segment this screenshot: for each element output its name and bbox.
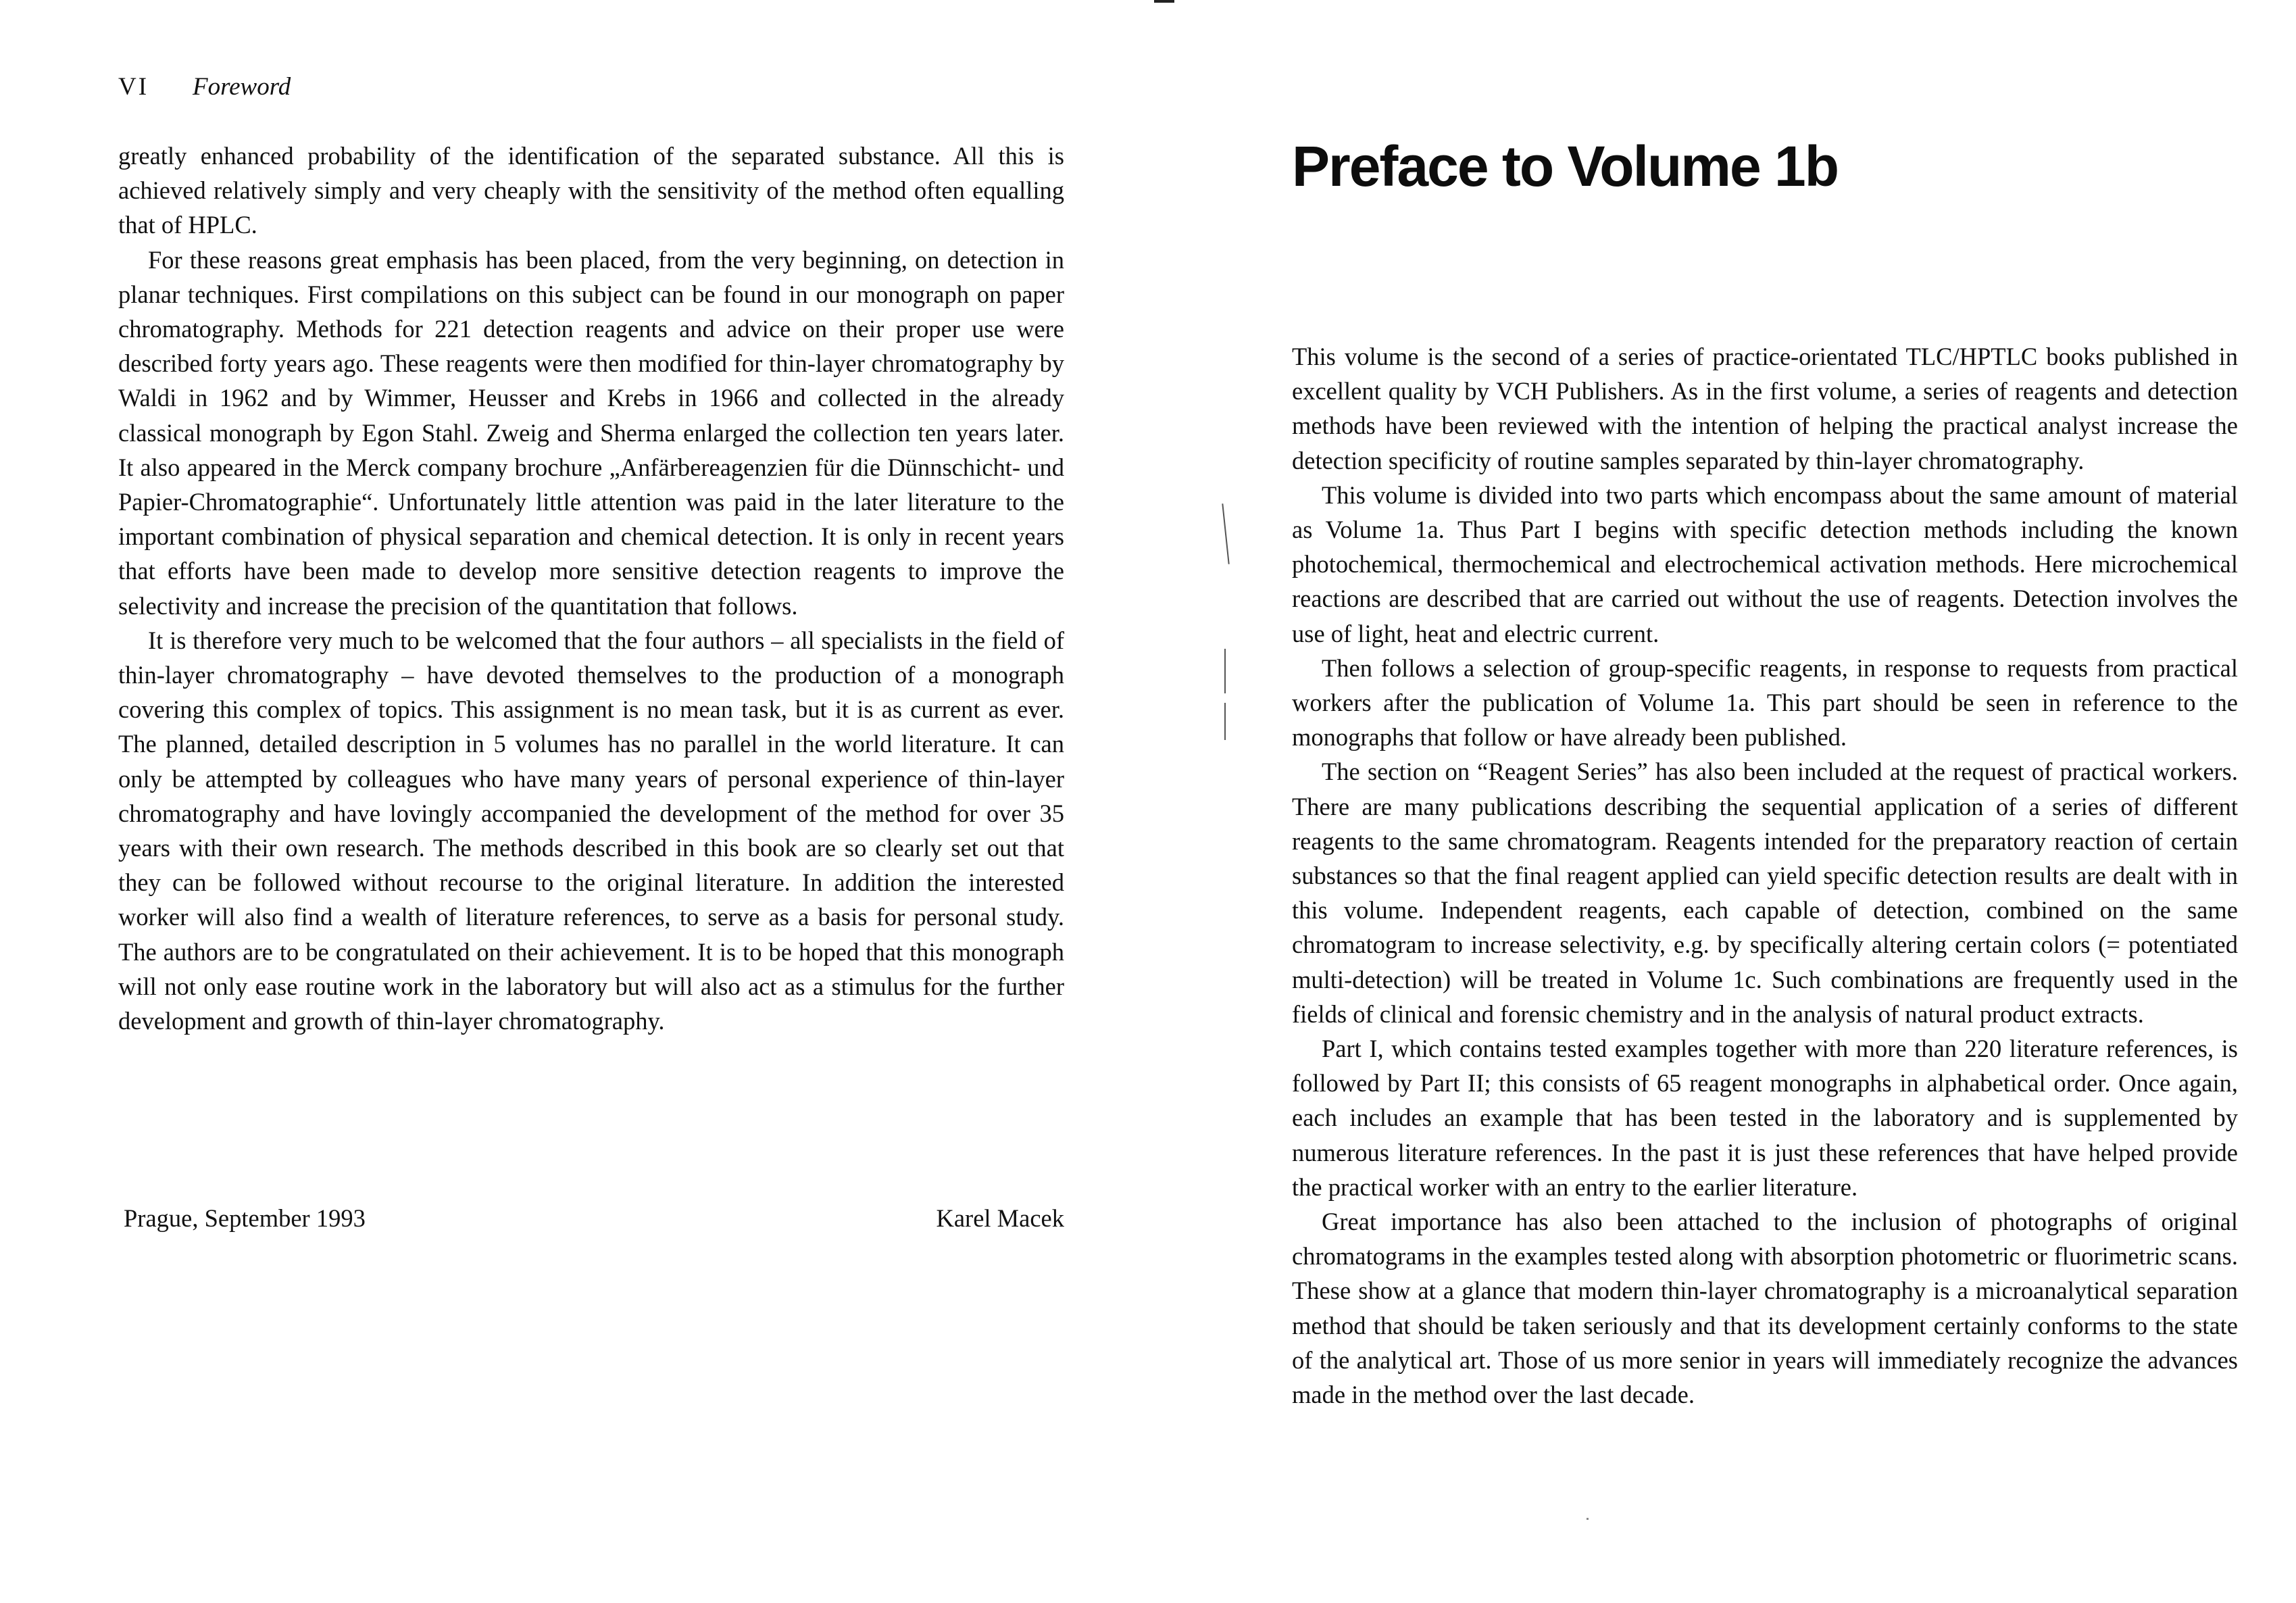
signoff-place-date: Prague, September 1993	[124, 1204, 366, 1232]
paragraph: It is therefore very much to be welcomed that the four authors – all specialists in the field of thin-layer chromatography – have devoted themselves to the production of a monograph covering this complex of topics. This assignment is no mean task, but it is as current as ever. The planned, detailed description in 5 volumes has no parallel in the world literature. It can only be attempted by colleagues who have many years of personal experience of thin-layer chromatography and have lovingly accompanied the development of the method for over 35 years with their own research. The methods described in this book are so clearly set out that they can be followed without recourse to the original literature. In addition the interested worker will also find a wealth of literature references, to serve as a basis for personal study. The authors are to be congratulated on their achievement. It is to be hoped that this monograph will not only ease routine work in the laboratory but will also act as a stimulus for the further development and growth of thin-layer chromatography.	[118, 626, 1064, 1035]
page-title: Preface to Volume 1b	[1292, 134, 1839, 198]
paragraph: greatly enhanced probability of the identification of the separated substance. All this is achieved relatively simply and very cheaply with the sensitivity of the method often equalling that of HPLC.	[118, 142, 1064, 239]
running-section-title: Foreword	[193, 73, 291, 101]
gutter-mark	[1224, 703, 1226, 740]
preface-body	[1292, 339, 2238, 1412]
page-number: VI	[118, 73, 149, 101]
gutter-mark	[1224, 649, 1226, 693]
foreword-body	[118, 139, 1064, 1038]
paragraph: For these reasons great emphasis has been placed, from the very beginning, on detection in planar techniques. First compilations on this subject can be found in our monograph on paper chromatography. Methods for 221 detection reagents and advice on their proper use were described forty years ago. These reagents were then modified for thin-layer chromatography by Waldi in 1962 and by Wimmer, Heusser and Krebs in 1966 and collected in the already classical monograph by Egon Stahl. Zweig and Sherma enlarged the collection ten years later. It also appeared in the Merck company brochure „Anfärbereagenzien für die Dünnschicht- und Papier-Chromatographie“. Unfortunately little attention was paid in the later literature to the important combination of physical separation and chemical detection. It is only in recent years that efforts have been made to develop more sensitive detection reagents to improve the selectivity and increase the precision of the quantitation that follows.	[118, 245, 1064, 620]
paragraph: Then follows a selection of group-specific reagents, in response to requests from practical workers after the publication of Volume 1a. This part should be seen in reference to the monographs that follow or have already been published.	[1292, 653, 2238, 751]
paragraph: Part I, which contains tested examples together with more than 220 literature references, is followed by Part II; this consists of 65 reagent monographs in alphabetical order. Once again, each includes an example that has been tested in the laboratory and is supplemented by numerous literature references. In the past it is just these references that have helped provide the practical worker with an entry to the earlier literature.	[1292, 1035, 2238, 1201]
paragraph: Great importance has also been attached to the inclusion of photographs of original chromatograms in the examples tested along with absorption photometric or fluorimetric scans. These show at a glance that modern thin-layer chromatography is a microanalytical separation method that should be taken seriously and that its development certainly conforms to the state of the analytical art. Those of us more senior in years will immediately recognize the advances made in the method over the last decade.	[1292, 1208, 2238, 1409]
scan-speck	[1587, 1518, 1589, 1520]
scan-edge-mark	[1154, 0, 1174, 3]
running-header	[118, 72, 291, 101]
gutter-mark	[1222, 503, 1229, 564]
signoff-author: Karel Macek	[936, 1204, 1064, 1232]
paragraph: This volume is divided into two parts which encompass about the same amount of material as Volume 1a. Thus Part I begins with specific detection methods including the known photochemical, thermochemical and electrochemical activation methods. Here microchemical reactions are described that are carried out without the use of reagents. Detection involves the use of light, heat and electric current.	[1292, 480, 2238, 647]
paragraph: This volume is the second of a series of practice-orientated TLC/HPTLC books published in excellent quality by VCH Publishers. As in the first volume, a series of reagents and detection methods have been reviewed with the intention of helping the practical analyst increase the detection specificity of routine samples separated by thin-layer chromatography.	[1292, 343, 2238, 474]
paragraph: The section on “Reagent Series” has also been included at the request of practical workers. There are many publications describing the sequential application of a series of different reagents to the same chromatogram. Reagents intended for the preparatory reaction of certain substances so that the final reagent applied can yield specific detection results are dealt with in this volume. Independent reagents, each capable of detection, combined on the same chromatogram to increase selectivity, e.g. by specifically altering certain colors (= potentiated multi-detection) will be treated in Volume 1c. Such combinations are frequently used in the fields of clinical and forensic chemistry and in the analysis of natural product extracts.	[1292, 758, 2238, 1028]
